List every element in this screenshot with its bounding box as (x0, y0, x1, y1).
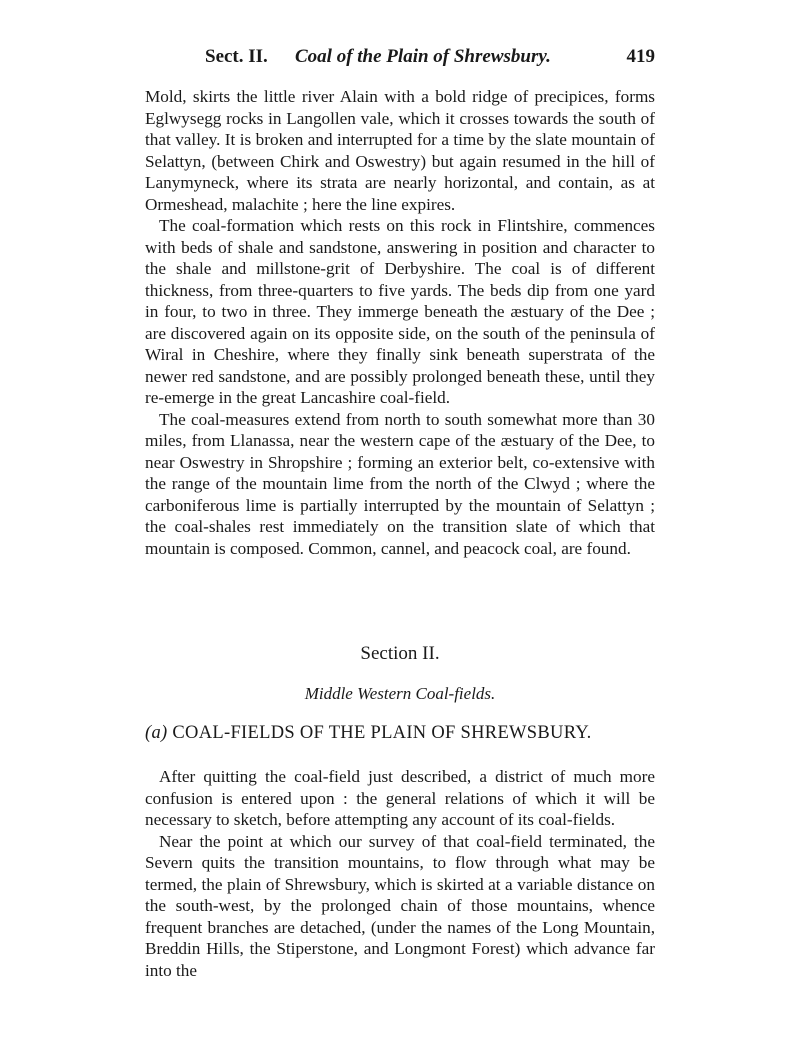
paragraph: The coal-measures extend from north to south somewhat more than 30 miles, from Llanassa, near the western cape of the æstuary of the Dee, to near Oswestry in Shropshire ; forming an exterior belt, co-extensive with the range of the mountain lime from the north of the Clwyd ; where the carboniferous lime is partially interrupted by the mountain of Selattyn ; the coal-shales rest immediately on the transition slate of which that mountain is composed. Common, cannel, and peacock coal, are found. (145, 409, 655, 558)
paragraph: Mold, skirts the little river Alain with a bold ridge of precipices, forms Eglwysegg rocks in Langollen vale, which it crosses towards the south of that valley. It is broken and interrupted for a time by the slate mountain of Selattyn, (between Chirk and Oswestry) but again resumed in the hill of Lanymyneck, where its strata are nearly horizontal, and contain, as at Ormeshead, malachite ; here the line expires. (145, 87, 655, 214)
running-head-section: Sect. II. (205, 46, 268, 67)
heading-text: COAL-FIELDS OF THE PLAIN OF SHREWSBURY. (172, 723, 592, 743)
running-head-title: Coal of the Plain of Shrewsbury. (295, 46, 551, 67)
paragraph: The coal-formation which rests on this rock in Flintshire, commences with beds of shale and sandstone, answering in position and character to the shale and millstone-grit of Derbyshire. The coal is of different thickness, from three-quarters to five yards. The beds dip from one yard in four, to two in three. They immerge beneath the æstuary of the Dee ; are discovered again on its opposite side, on the south of the peninsula of Wiral in Cheshire, where they finally sink beneath superstrata of the newer red sandstone, and are possibly prolonged beneath these, until they re-emerge in the great Lancashire coal-field. (145, 216, 655, 407)
coal-fields-heading (145, 723, 665, 744)
section-heading: Section II. (360, 643, 440, 664)
text-block-bottom (145, 766, 655, 981)
sub-heading: Middle Western Coal-fields. (304, 684, 496, 703)
paragraph: Near the point at which our survey of that coal-field terminated, the Severn quits the transition mountains, to flow through what may be termed, the plain of Shrewsbury, which is skirted at a variable distance on the south-west, by the prolonged chain of those mountains, whence frequent branches are detached, (under the names of the Long Mountain, Breddin Hills, the Stiperstone, and Longmont Forest) which advance far into the (145, 831, 655, 980)
running-head (145, 46, 655, 74)
heading-label: (a) (145, 723, 168, 743)
text-block-top (145, 86, 655, 559)
paragraph: After quitting the coal-field just described, a district of much more confusion is entered upon : the general relations of which it will be necessary to sketch, before attempting any account of its coal-fields. (145, 767, 655, 829)
page-number: 419 (626, 46, 655, 67)
